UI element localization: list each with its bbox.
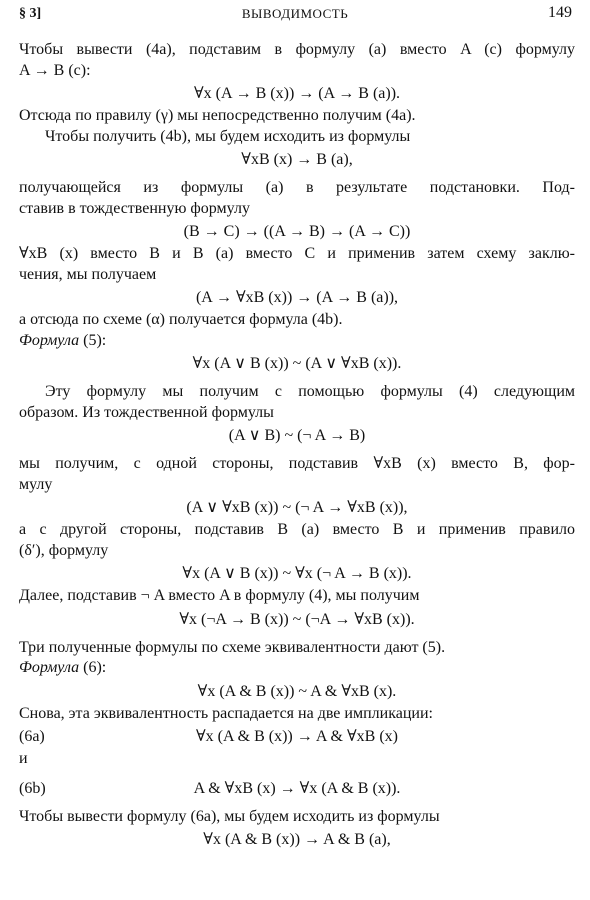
formula: ∀x (A & B (x)) → A & B (a),: [203, 831, 391, 848]
text-line: Чтобы получить (4b), мы будем исходить из формулы: [45, 127, 411, 145]
formula: (A → ∀xB (x)) → (A → B (a)),: [195, 289, 399, 306]
formula: ∀x (¬A → B (x)) ~ (¬A → ∀xB (x)).: [179, 610, 415, 628]
text-line: [19, 658, 575, 679]
formula: A & ∀xB (x) → ∀x (A & B (x)).: [193, 779, 401, 797]
running-header: [0, 4, 590, 26]
text-line: Чтобы вывести (4a), подставим в формулу (a) вместо A (c) формулу: [19, 41, 575, 58]
formula-number: (6):: [79, 659, 107, 676]
text-line: Отсюда по правилу (γ) мы непосредственно получим (4a).: [19, 107, 416, 124]
formula: (A ∨ ∀xB (x)) ~ (¬ A → ∀xB (x)),: [186, 499, 408, 516]
text-line: а с другой стороны, подставив B (a) вместо B и применив правило: [19, 521, 575, 538]
text-line: (δ′), формулу: [19, 541, 109, 559]
page-body: [19, 40, 575, 852]
text-line: и: [19, 750, 28, 767]
text-line: A → B (c):: [19, 61, 91, 79]
text-line: мы получим, с одной стороны, подставив ∀xB (x) вместо B, фор-: [19, 455, 575, 472]
formula-label: Формула: [19, 659, 80, 676]
formula: ∀x (A ∨ B (x)) ~ (A ∨ ∀xB (x)).: [192, 355, 402, 372]
text-line: [19, 331, 575, 352]
formula: ∀x (A ∨ B (x)) ~ ∀x (¬ A → B (x)).: [182, 565, 412, 582]
text-line: мулу: [19, 475, 53, 493]
formula: (B → C) → ((A → B) → (A → C)): [183, 223, 411, 240]
formula: ∀x (A & B (x)) → A & ∀xB (x): [196, 728, 398, 745]
text-line: а отсюда по схеме (α) получается формула (4b).: [19, 311, 343, 328]
formula-label: Формула: [19, 331, 80, 349]
text-line: Эту формулу мы получим с помощью формулы (4) следующим: [45, 383, 575, 400]
text-line: образом. Из тождественной формулы: [19, 403, 274, 421]
formula: ∀x (A → B (x)) → (A → B (a)).: [193, 85, 401, 102]
formula: ∀xB (x) → B (a),: [241, 151, 353, 168]
numbered-formula: [19, 776, 575, 801]
formula: (A ∨ B) ~ (¬ A → B): [228, 427, 366, 444]
numbered-formula: [19, 724, 575, 749]
section-marker: § 3]: [19, 6, 42, 21]
text-line: Чтобы вывести формулу (6a), мы будем исходить из формулы: [19, 807, 440, 825]
text-line: ∀xB (x) вместо B и B (a) вместо C и применив затем схему заклю-: [19, 245, 575, 262]
formula-number: (5):: [79, 331, 107, 349]
text-line: Три полученные формулы по схеме эквивалентности дают (5).: [19, 638, 446, 656]
text-line: ставив в тождественную формулу: [19, 199, 250, 217]
formula-tag: (6b): [19, 779, 46, 797]
text-line: Снова, эта эквивалентность распадается на две импликации:: [19, 704, 433, 722]
formula-tag: (6a): [19, 728, 45, 745]
chapter-title: ВЫВОДИМОСТЬ: [241, 6, 349, 21]
text-line: получающейся из формулы (a) в результате подстановки. Под-: [19, 179, 575, 196]
page-number: 149: [548, 4, 572, 21]
text-line: Далее, подставив ¬ A вместо A в формулу (4), мы получим: [19, 587, 420, 604]
text-line: чения, мы получаем: [19, 265, 157, 283]
formula: ∀x (A & B (x)) ~ A & ∀xB (x).: [197, 682, 397, 700]
